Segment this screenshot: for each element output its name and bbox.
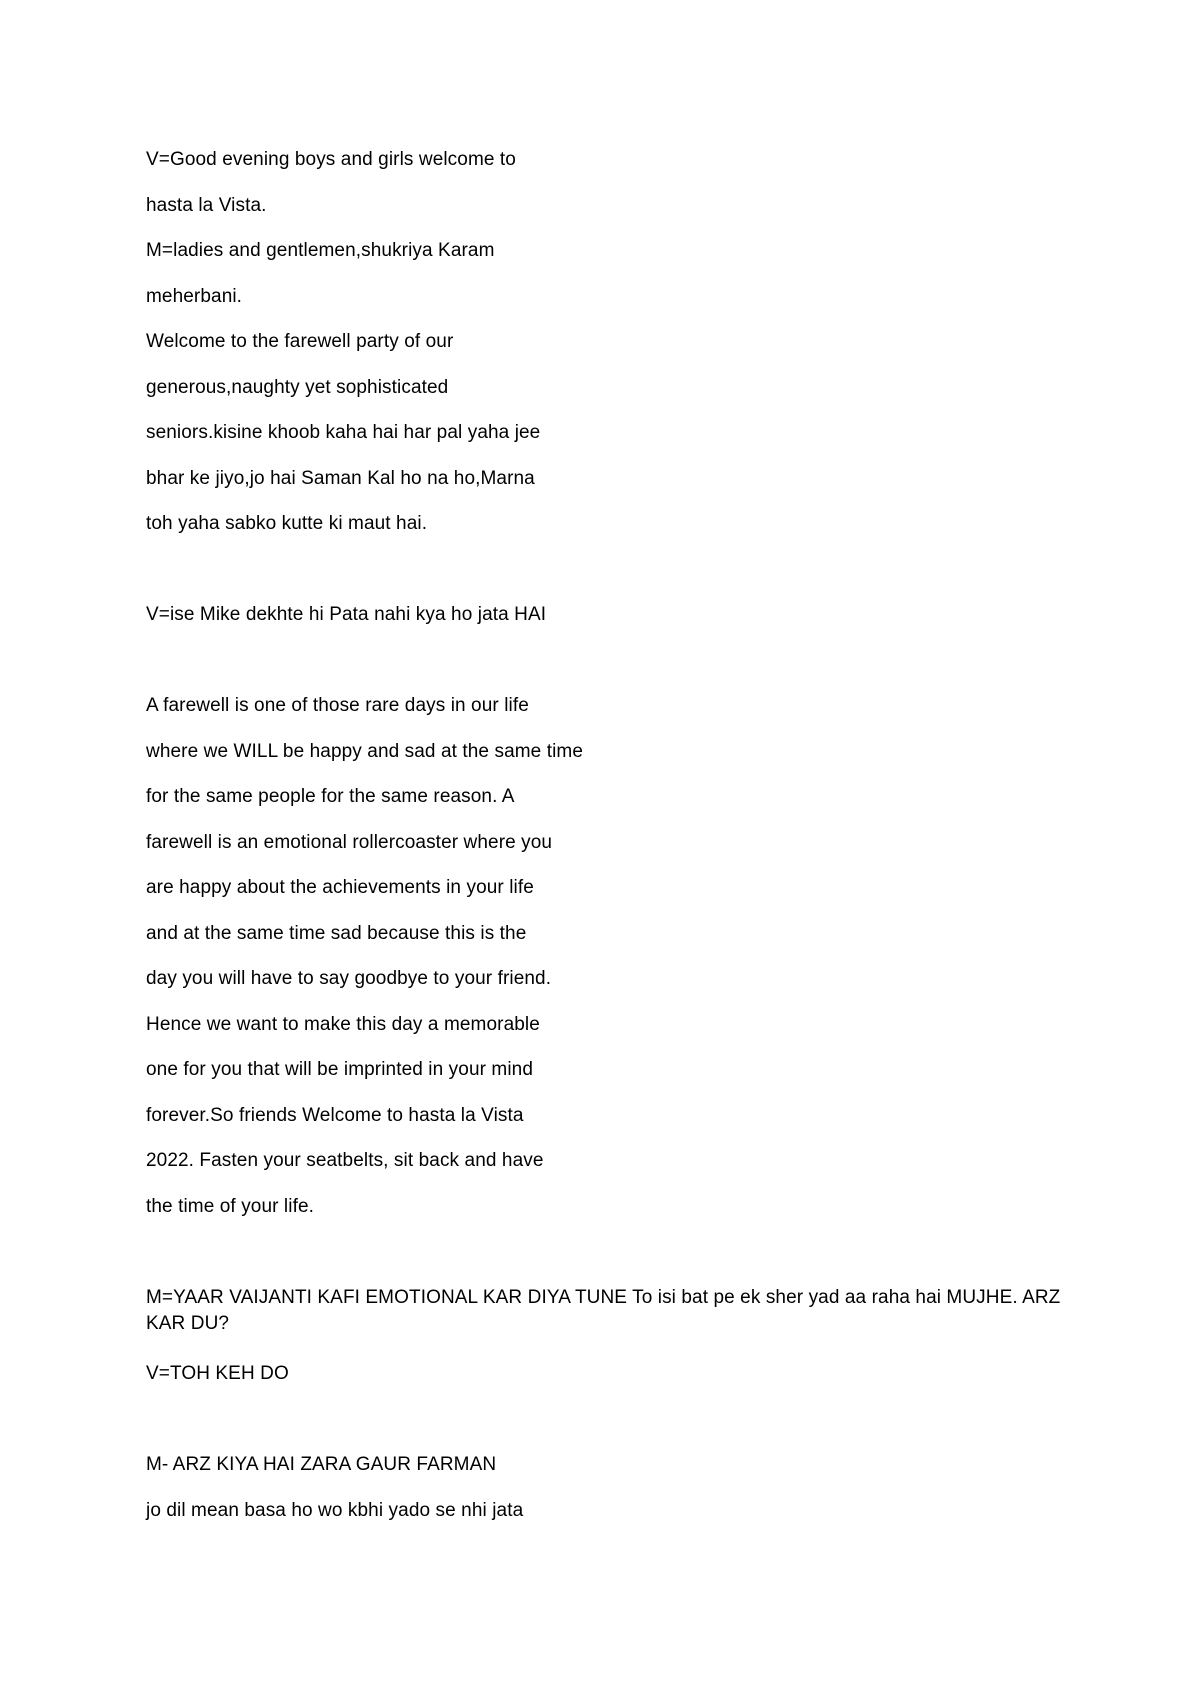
text-line: M=YAAR VAIJANTI KAFI EMOTIONAL KAR DIYA TUNE To isi bat pe ek sher yad aa raha hai MUJHE. ARZ KAR DU? [146,1287,1061,1334]
text-line: M- ARZ KIYA HAI ZARA GAUR FARMAN [146,1454,497,1475]
text-line: for the same people for the same reason. A [146,786,515,807]
text-line: 2022. Fasten your seatbelts, sit back and have [146,1150,544,1171]
text-line: V=Good evening boys and girls welcome to [146,149,516,170]
text-line: day you will have to say goodbye to your friend. [146,968,552,989]
text-line: and at the same time sad because this is the [146,923,527,944]
text-line: jo dil mean basa ho wo kbhi yado se nhi jata [146,1500,524,1521]
text-line: Hence we want to make this day a memorable [146,1014,540,1035]
text-line: where we WILL be happy and sad at the same time [146,741,584,762]
text-line: M=ladies and gentlemen,shukriya Karam [146,240,495,261]
text-line: V=ise Mike dekhte hi Pata nahi kya ho jata HAI [146,604,547,625]
text-line: one for you that will be imprinted in your mind [146,1059,534,1080]
text-line: forever.So friends Welcome to hasta la Vista [146,1105,524,1126]
text-line: toh yaha sabko kutte ki maut hai. [146,513,428,534]
text-line: farewell is an emotional rollercoaster where you [146,832,553,853]
text-line: V=TOH KEH DO [146,1363,289,1384]
text-line: Welcome to the farewell party of our [146,331,454,352]
text-line: meherbani. [146,286,243,307]
text-line: the time of your life. [146,1196,314,1217]
text-line: A farewell is one of those rare days in our life [146,695,529,716]
text-line: seniors.kisine khoob kaha hai har pal yaha jee [146,422,541,443]
text-line: bhar ke jiyo,jo hai Saman Kal ho na ho,Marna [146,468,535,489]
text-line: hasta la Vista. [146,195,267,216]
text-line: are happy about the achievements in your life [146,877,534,898]
text-line: generous,naughty yet sophisticated [146,377,449,398]
